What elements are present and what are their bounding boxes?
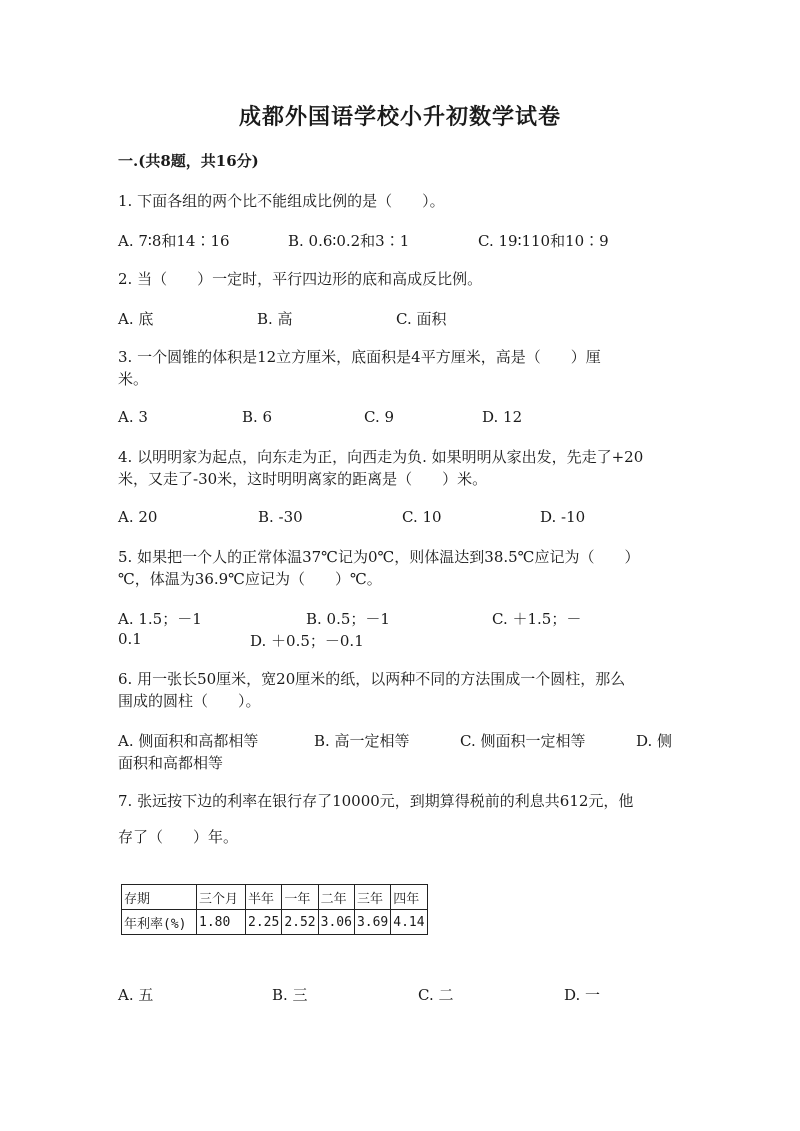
table-cell: 一年 [282, 885, 318, 910]
option-a: A. 20 [118, 508, 158, 526]
option-b: B. 6 [242, 408, 273, 426]
option-b: B. 0.5；－1 [306, 610, 390, 628]
option-a: A. 底 [118, 310, 154, 328]
question-stem-line-1: 4. 以明明家为起点，向东走为正，向西走为负. 如果明明从家出发，先走了+20 [118, 448, 644, 466]
question-stem-line-1: 7. 张远按下边的利率在银行存了10000元，到期算得税前的利息共612元，他 [118, 792, 634, 810]
option-a: A. 7∶8和14∶16 [118, 232, 230, 250]
question-stem-line-2: 米。 [118, 370, 149, 388]
option-c-continued: 0.1 [118, 630, 142, 648]
question-stem-line-1: 5. 如果把一个人的正常体温37℃记为0℃，则体温达到38.5℃应记为（ ） [118, 548, 640, 566]
option-a: A. 侧面积和高都相等 [118, 732, 259, 750]
option-d-continued: 面积和高都相等 [118, 754, 224, 772]
section-heading: 一.(共8题，共16分) [118, 152, 259, 170]
table-cell: 3.06 [318, 910, 354, 935]
table-cell: 2.25 [246, 910, 282, 935]
table-cell: 年利率(%) [122, 910, 197, 935]
question-stem-line-2: 存了（ ）年。 [118, 828, 239, 846]
table-cell: 二年 [318, 885, 354, 910]
option-d: D. 一 [564, 986, 601, 1004]
question-stem: 2. 当（ ）一定时，平行四边形的底和高成反比例。 [118, 270, 483, 288]
table-cell: 1.80 [197, 910, 246, 935]
option-b: B. 三 [272, 986, 308, 1004]
option-a: A. 1.5；－1 [118, 610, 202, 628]
page-title: 成都外国语学校小升初数学试卷 [238, 104, 561, 130]
question-stem-line-2: 围成的圆柱（ ）。 [118, 692, 261, 710]
question-stem-line-2: ℃，体温为36.9℃应记为（ ）℃。 [118, 570, 382, 588]
table-cell: 4.14 [391, 910, 427, 935]
option-c: C. 二 [418, 986, 454, 1004]
option-c: C. ＋1.5；－ [492, 610, 582, 628]
option-b: B. -30 [258, 508, 303, 526]
table-header-row [122, 885, 428, 910]
option-c: C. 面积 [396, 310, 447, 328]
table-cell: 2.52 [282, 910, 318, 935]
table-cell: 四年 [391, 885, 427, 910]
option-d: D. 12 [482, 408, 523, 426]
option-d: D. ＋0.5；－0.1 [250, 632, 364, 650]
option-b: B. 0.6∶0.2和3∶1 [288, 232, 410, 250]
table-cell: 半年 [246, 885, 282, 910]
option-d: D. 侧 [636, 732, 673, 750]
option-a: A. 五 [118, 986, 154, 1004]
table-cell: 三年 [354, 885, 390, 910]
option-d: D. -10 [540, 508, 586, 526]
table-row [122, 910, 428, 935]
option-b: B. 高一定相等 [314, 732, 410, 750]
option-c: C. 19∶110和10∶9 [478, 232, 609, 250]
table-cell: 存期 [122, 885, 197, 910]
interest-rate-table [121, 884, 428, 935]
option-c: C. 侧面积一定相等 [460, 732, 586, 750]
question-stem-line-2: 米，又走了-30米，这时明明离家的距离是（ ）米。 [118, 470, 488, 488]
table-cell: 3.69 [354, 910, 390, 935]
table-cell: 三个月 [197, 885, 246, 910]
question-stem: 1. 下面各组的两个比不能组成比例的是（ ）。 [118, 192, 445, 210]
option-c: C. 10 [402, 508, 442, 526]
question-stem-line-1: 3. 一个圆锥的体积是12立方厘米，底面积是4平方厘米，高是（ ）厘 [118, 348, 601, 366]
question-stem-line-1: 6. 用一张长50厘米，宽20厘米的纸，以两种不同的方法围成一个圆柱，那么 [118, 670, 626, 688]
option-b: B. 高 [257, 310, 293, 328]
option-a: A. 3 [118, 408, 148, 426]
option-c: C. 9 [364, 408, 395, 426]
